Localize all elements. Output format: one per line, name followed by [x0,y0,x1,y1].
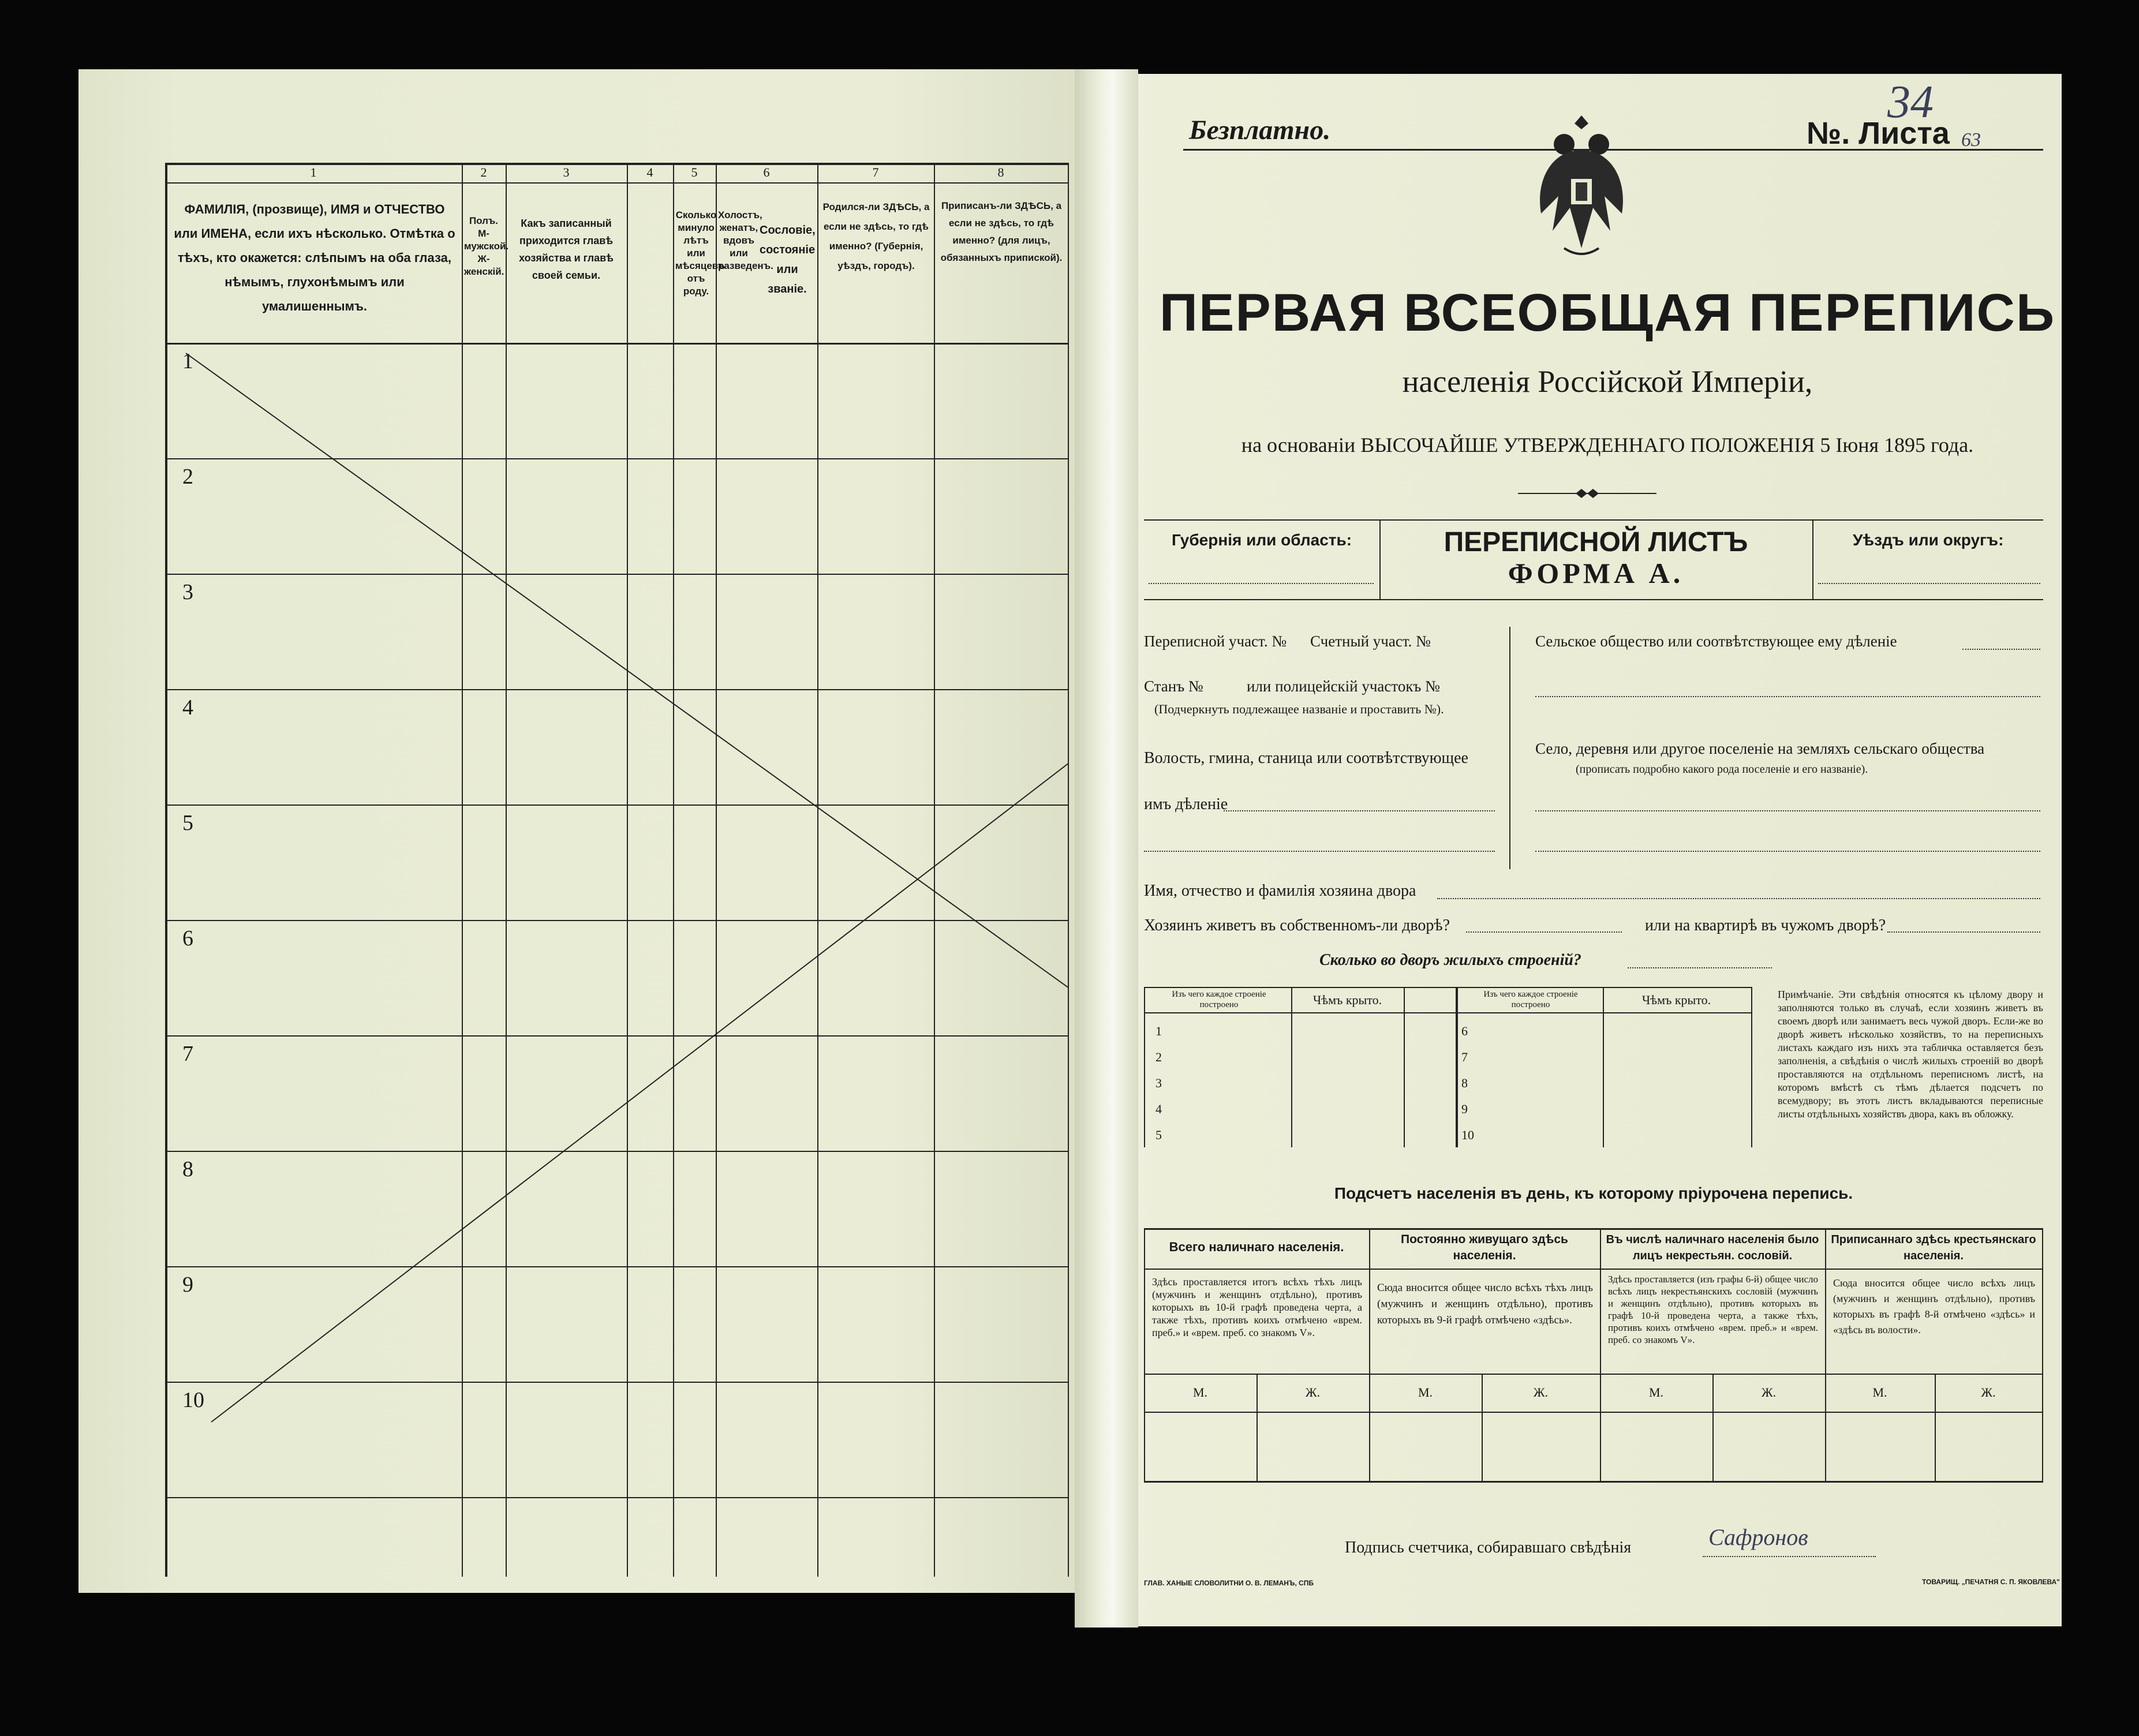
free-label: Безплатно. [1189,115,1331,145]
col-number: 4 [646,165,653,179]
col-number: 7 [872,165,879,179]
printer-right: ТОВАРИЩ. „ПЕЧАТНЯ С. П. ЯКОВЛЕВА" [1922,1578,2060,1586]
row-number: 8 [182,1157,193,1181]
row-number: 2 [182,465,193,489]
remark-note: Примѣчаніе. Эти свѣдѣнія относятся къ цѣлому двору и заполняются только въ случаѣ, если хозяинъ живетъ въ своемъ дворѣ или занимаетъ весь чужой дворъ. Если-же во дворѣ живетъ нѣсколько хозяйствъ, то на переписныхъ листахъ каждаго изъ нихъ эта табличка оставляется безъ заполненія, а свѣдѣнія о числѣ жилыхъ строеній во дворѣ проставляются на отдѣльномъ переписномъ листѣ, на которомъ вмѣстѣ съ тѣмъ дѣлается подсчетъ по всемудвору; въ этотъ листъ вкладываются переписные листы отдѣльныхъ хозяйствъ двора, какъ въ обложку. [1778,989,2043,1120]
ornament-divider [1518,485,1656,502]
document-subtitle: населенія Россійской Имперіи, [1402,364,1813,399]
sheet-number: 63 [1961,129,1981,151]
imperial-eagle-emblem [1530,110,1633,265]
male-label: М. [1872,1385,1887,1400]
col-number: 6 [763,165,770,179]
male-label: М. [1418,1385,1433,1400]
header-relation: Какъ записанный приходится главѣ хозяйства и главѣ своей семьи. [519,218,614,281]
building-row-numbers: 1 2 3 4 5 [1155,1024,1162,1142]
book-binding [1075,69,1138,1628]
signature-label: Подпись счетчика, собиравшаго свѣдѣнія [1345,1539,1632,1557]
buildings-question: Сколько во дворъ жилыхъ строеній? [1319,951,1581,969]
col-built-header: Изъ чего каждое строеніе построено [1172,990,1266,1009]
census-section-label: Переписной участ. № [1144,633,1287,650]
village-note: (прописать подробно какого рода поселеніе и его названіе). [1576,763,1868,776]
population-count-table [1144,1228,2043,1482]
male-label: М. [1648,1385,1664,1400]
female-label: Ж. [1305,1385,1321,1400]
col-number: 2 [480,165,487,179]
row-number: 9 [182,1273,193,1297]
count-section-label: Счетный участ. № [1310,633,1431,650]
handwritten-page-number: 34 [1887,77,1934,128]
count-col-header: Въ числѣ наличнаго населенія было лицъ некрестьян. сословій. [1606,1233,1819,1262]
col-roof-header: Чѣмъ крыто. [1312,993,1382,1007]
document-title: ПЕРВАЯ ВСЕОБЩАЯ ПЕРЕПИСЬ [1159,283,2056,342]
form-title: ПЕРЕПИСНОЙ ЛИСТЪ [1444,527,1748,558]
female-label: Ж. [1761,1385,1777,1400]
province-label: Губернія или область: [1172,531,1352,549]
header-age: Сколько минуло лѣтъ или мѣсяцевъ отъ роду. [675,209,726,297]
rural-society-label: Сельское общество или соотвѣтствующее ему дѣленіе [1535,633,1897,650]
header-marital: Холостъ, женатъ, вдовъ или разведенъ. [718,209,773,271]
count-title: Подсчетъ населенія въ день, къ которому пріурочена перепись. [1334,1184,1853,1202]
building-row-numbers: 6 7 8 9 10 [1461,1024,1474,1142]
enumerator-signature: Сафронов [1708,1524,1808,1550]
division-label: имъ дѣленіе [1144,795,1228,813]
row-number: 4 [182,695,193,720]
male-label: М. [1192,1385,1208,1400]
owner-name-label: Имя, отчество и фамилія хозяина двора [1144,882,1416,900]
owner-lives-label: Хозяинъ живетъ въ собственномъ-ли дворѣ? [1144,916,1450,934]
cross-out-lines [165,163,1069,1577]
volost-label: Волость, гмина, станица или соотвѣтствующее [1144,749,1468,767]
form-subtitle: ФОРМА А. [1508,557,1684,589]
row-number: 5 [182,811,193,835]
female-label: Ж. [1533,1385,1549,1400]
count-col-body: Сюда вносится общее число всѣхъ лицъ (мужчинъ и женщинъ отдѣльно), противъ которыхъ въ графѣ 8-й отмѣчено «здѣсь» и «здѣсь въ волости». [1833,1277,2035,1335]
count-col-header: Всего наличнаго населенія. [1169,1240,1344,1254]
count-col-header: Постоянно живущаго здѣсь населенія. [1401,1233,1568,1262]
owner-rent-label: или на квартирѣ въ чужомъ дворѣ? [1645,916,1886,934]
count-col-body: Сюда вносится общее число всѣхъ тѣхъ лицъ (мужчинъ и женщинъ отдѣльно), противъ которыхъ въ 9-й графѣ отмѣчено «здѣсь». [1377,1282,1593,1326]
underline-note: (Подчеркнуть подлежащее названіе и проставить №). [1154,702,1444,716]
count-col-body: Здѣсь проставляется (изъ графы 6-й) общее число всѣхъ лицъ некрестьянскихъ сословій (мужчинъ и женщинъ отдѣльно), противъ которыхъ въ графѣ 10-й проведена черта, а также тѣхъ, противъ коихъ отмѣчено «врем. преб.» и «врем. преб. со знакомъ V». [1608,1274,1818,1345]
district-label: Уѣздъ или округъ: [1853,531,2004,549]
col-number: 8 [997,165,1004,179]
row-number: 3 [182,580,193,604]
female-label: Ж. [1981,1385,1996,1400]
col-number: 3 [563,165,570,179]
header-estate: Сословіе, состояніе или званіе. [760,224,816,295]
header-born: Родился-ли ЗДѢСЬ, а если не здѣсь, то гдѣ именно? (Губернія, уѣздъ, городъ). [822,201,930,271]
census-table [165,163,1069,1577]
row-number: 7 [182,1042,193,1066]
legal-basis: на основаніи ВЫСОЧАЙШЕ УТВЕРЖДЕННАГО ПОЛОЖЕНІЯ 5 Іюня 1895 года. [1241,433,1974,457]
sheet-label: №. Листа [1807,116,1950,151]
header-registered: Приписанъ-ли ЗДѢСЬ, а если не здѣсь, то гдѣ именно? (для лицъ, обязанныхъ припиской). [940,200,1063,263]
header-sex: Полъ. М-мужской. Ж-женскій. [464,215,509,277]
header-name: ФАМИЛІЯ, (прозвище), ИМЯ и ОТЧЕСТВО или ИМЕНА, если ихъ нѣсколько. Отмѣтка о тѣхъ, кто окажется: слѣпымъ на оба глаза, нѣмымъ, глухонѣмымъ или умалишеннымъ. [174,202,455,313]
row-number: 6 [182,926,193,951]
printer-left: ГЛАВ. ХАНЫЕ СЛОВОЛИТНИ О. В. ЛЕМАНЪ, СПБ [1144,1579,1314,1587]
col-number: 5 [691,165,698,179]
stan-label: Станъ № [1144,678,1203,695]
buildings-table [1144,987,1752,1148]
village-label: Село, деревня или другое поселеніе на земляхъ сельскаго общества [1535,740,1985,757]
row-number: 10 [182,1388,204,1412]
count-col-header: Приписаннаго здѣсь крестьянскаго населенія. [1831,1233,2036,1262]
col-number: 1 [310,165,317,179]
row-number: 1 [182,349,193,373]
count-col-body: Здѣсь проставляется итогъ всѣхъ тѣхъ лицъ (мужчинъ и женщинъ отдѣльно), противъ которыхъ въ 10-й графѣ проведена черта, а также тѣхъ, противъ коихъ отмѣчено «врем. преб.» и «врем. преб. со знакомъ V». [1152,1276,1362,1338]
col-built-header: Изъ чего каждое строеніе построено [1483,990,1578,1009]
col-roof-header: Чѣмъ крыто. [1641,993,1711,1007]
police-section-label: или полицейскій участокъ № [1247,678,1440,695]
